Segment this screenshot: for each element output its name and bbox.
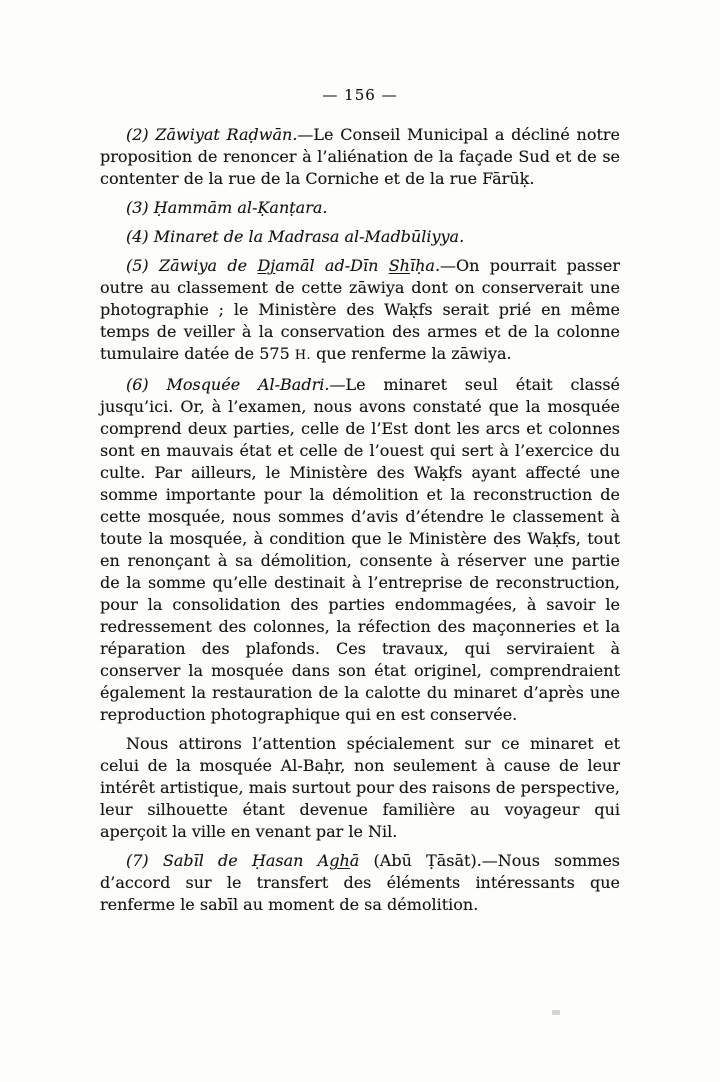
scan-artifact xyxy=(552,1010,560,1015)
text-run: (2) Zāwiyat Raḍwān. xyxy=(126,125,298,144)
text-run: Sh xyxy=(388,256,410,275)
text-run: (5) Zāwiya de xyxy=(126,256,258,275)
page-body xyxy=(100,124,620,923)
page-number: — 156 — xyxy=(322,86,398,104)
text-run: que renferme la zāwiya. xyxy=(311,344,512,363)
item-2-zawiyat-radwan xyxy=(100,124,620,190)
text-run: īḥa. xyxy=(409,256,441,275)
item-5-zawiya-djamal-ad-din-shiha xyxy=(100,255,620,367)
text-run: ā xyxy=(349,851,360,870)
item-4-minaret-madrasa-madbuliyya xyxy=(100,226,620,248)
item-6-mosquee-al-badri xyxy=(100,374,620,726)
text-run: H. xyxy=(294,348,312,363)
text-run: —Le Conseil Municipal a décliné notre proposition de renoncer à l’aliénation de la façade Sud et de se contenter de la rue de la Corniche et de la rue Fārūḳ. xyxy=(100,125,620,188)
text-run: —On pourrait passer outre au classement de cette zāwiya dont on conserverait une photographie ; le Ministère des Waḳfs serait prié en même temps de veiller à la conservation des armes et de la colonne tumulaire datée de 575 xyxy=(100,256,621,363)
item-3-hammam-al-kantara xyxy=(100,197,620,219)
text-run: Nous attirons l’attention spécialement sur ce minaret et celui de la mosquée Al-Baḥr, non seulement à cause de leur intérêt artistique, mais surtout pour des raisons de perspective, leur silhouette étant devenue familière au voyageur qui aperçoit la ville en venant par le Nil. xyxy=(100,734,620,841)
text-run: gh xyxy=(329,851,350,870)
text-run: —Le minaret seul était classé jusqu’ici. Or, à l’examen, nous avons constaté que la mosquée comprend deux parties, celle de l’Est dont les arcs et colonnes sont en mauvais état et celle de l’ouest qui sert à l’exercice du culte. Par ailleurs, le Ministère des Waḳfs ayant affecté une somme importante pour la démolition et la reconstruction de cette mosquée, nous sommes d’avis d’étendre le classement à toute la mosquée, à condition que le Ministère des Waḳfs, tout en renonçant à sa démolition, consente à réserver une partie de la somme qu’elle destinait à l’entreprise de reconstruction, pour la consolidation des parties endommagées, à savoir le redressement des colonnes, la réfection des maçonneries et la réparation des plafonds. Ces travaux, qui serviraient à conserver la mosquée dans son état originel, comprendraient également la restauration de la calotte du minaret d’après une reproduction photographique qui en est conservée. xyxy=(100,375,620,724)
text-run: Dj xyxy=(257,256,276,275)
text-run: (7) Sabīl de Ḥasan A xyxy=(126,851,330,870)
text-run: amāl ad-Dīn xyxy=(275,256,389,275)
text-run: (3) Ḥammām al-Ḳanṭara. xyxy=(126,198,328,217)
text-run: (4) Minaret de la Madrasa al-Madbūliyya. xyxy=(126,227,465,246)
text-run: (Abū Ṭāsāt).—Nous sommes d’accord sur le transfert des éléments intéressants que renferme le sabīl au moment de sa démolition. xyxy=(100,851,620,914)
paragraph-minarets-perspective xyxy=(100,733,620,843)
text-run: (6) Mosquée Al-Badri. xyxy=(126,375,330,394)
item-7-sabil-hasan-agha xyxy=(100,850,620,916)
